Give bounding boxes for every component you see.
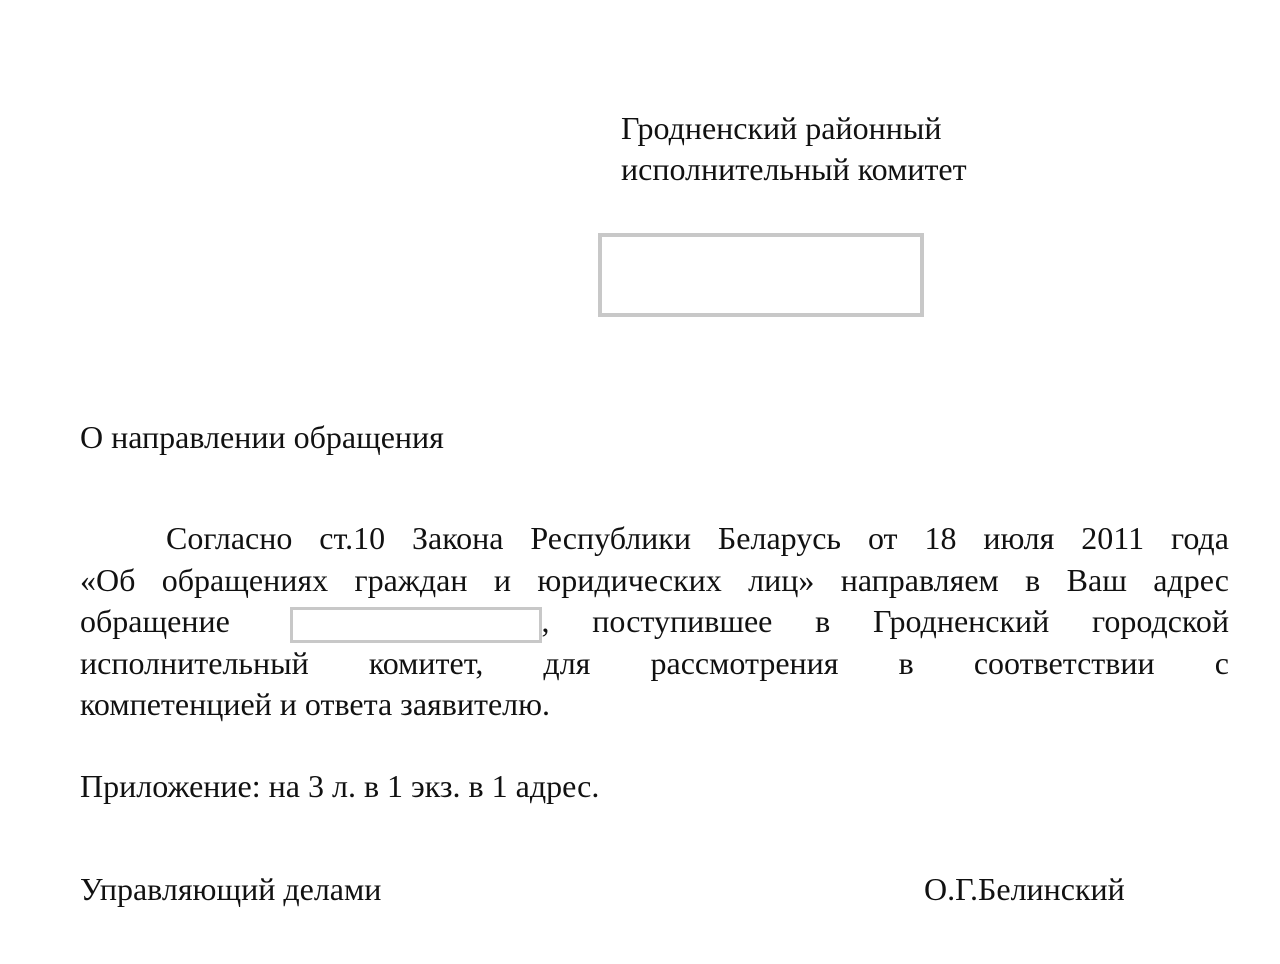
body-line-text: компетенцией и ответа заявителю. xyxy=(80,686,551,723)
body-line-4 xyxy=(80,643,1229,685)
body-word: соответствии xyxy=(973,644,1155,681)
body-line-2 xyxy=(80,560,1229,602)
body-word: 18 xyxy=(924,520,957,556)
appendix-note: Приложение: на 3 л. в 1 экз. в 1 адрес. xyxy=(80,768,600,804)
redaction-box xyxy=(290,607,542,643)
body-line-5 xyxy=(80,684,1229,726)
body-word: и xyxy=(493,561,511,598)
body-word: от xyxy=(867,520,898,556)
body-word: Ваш xyxy=(1066,561,1127,598)
signer-position: Управляющий делами xyxy=(80,871,382,907)
redaction-comma: , xyxy=(541,603,550,639)
addressee-line-1: Гродненский районный xyxy=(621,110,942,146)
letter-body xyxy=(80,518,1229,726)
body-word: рассмотрения xyxy=(650,644,839,681)
body-word: июля xyxy=(983,520,1055,556)
body-line-3 xyxy=(80,601,1229,643)
body-word: юридических xyxy=(537,561,722,598)
letter-subject: О направлении обращения xyxy=(80,419,444,455)
body-word: Республики xyxy=(530,520,691,556)
body-line-1 xyxy=(80,518,1229,560)
body-word: лиц» xyxy=(748,561,815,598)
body-word: 2011 xyxy=(1081,520,1145,556)
redacted-registration-stamp xyxy=(598,233,924,317)
body-word: направляем xyxy=(840,561,999,598)
body-word: Закона xyxy=(412,520,504,556)
body-word: поступившее xyxy=(592,603,773,639)
body-word: Гродненский xyxy=(872,603,1050,639)
redacted-applicant-name xyxy=(273,601,550,643)
body-word: исполнительный xyxy=(80,644,309,681)
body-word: в xyxy=(1025,561,1041,598)
body-word: с xyxy=(1214,644,1229,681)
body-word: комитет, xyxy=(368,644,484,681)
body-word: ст.10 xyxy=(319,520,386,556)
body-word: граждан xyxy=(354,561,468,598)
body-word: обращениях xyxy=(161,561,329,598)
body-word: Беларусь xyxy=(717,520,842,556)
body-word: в xyxy=(815,603,831,639)
body-word: в xyxy=(898,644,914,681)
body-word: для xyxy=(543,644,591,681)
signer-name: О.Г.Белинский xyxy=(924,871,1125,907)
addressee-line-2: исполнительный комитет xyxy=(621,151,967,187)
body-word: обращение xyxy=(80,603,230,639)
body-word: городской xyxy=(1092,603,1229,639)
body-word: «Об xyxy=(80,561,136,598)
body-word: года xyxy=(1171,520,1229,556)
body-word: адрес xyxy=(1153,561,1229,598)
body-word: Согласно xyxy=(166,520,293,556)
addressee-block xyxy=(621,108,967,190)
